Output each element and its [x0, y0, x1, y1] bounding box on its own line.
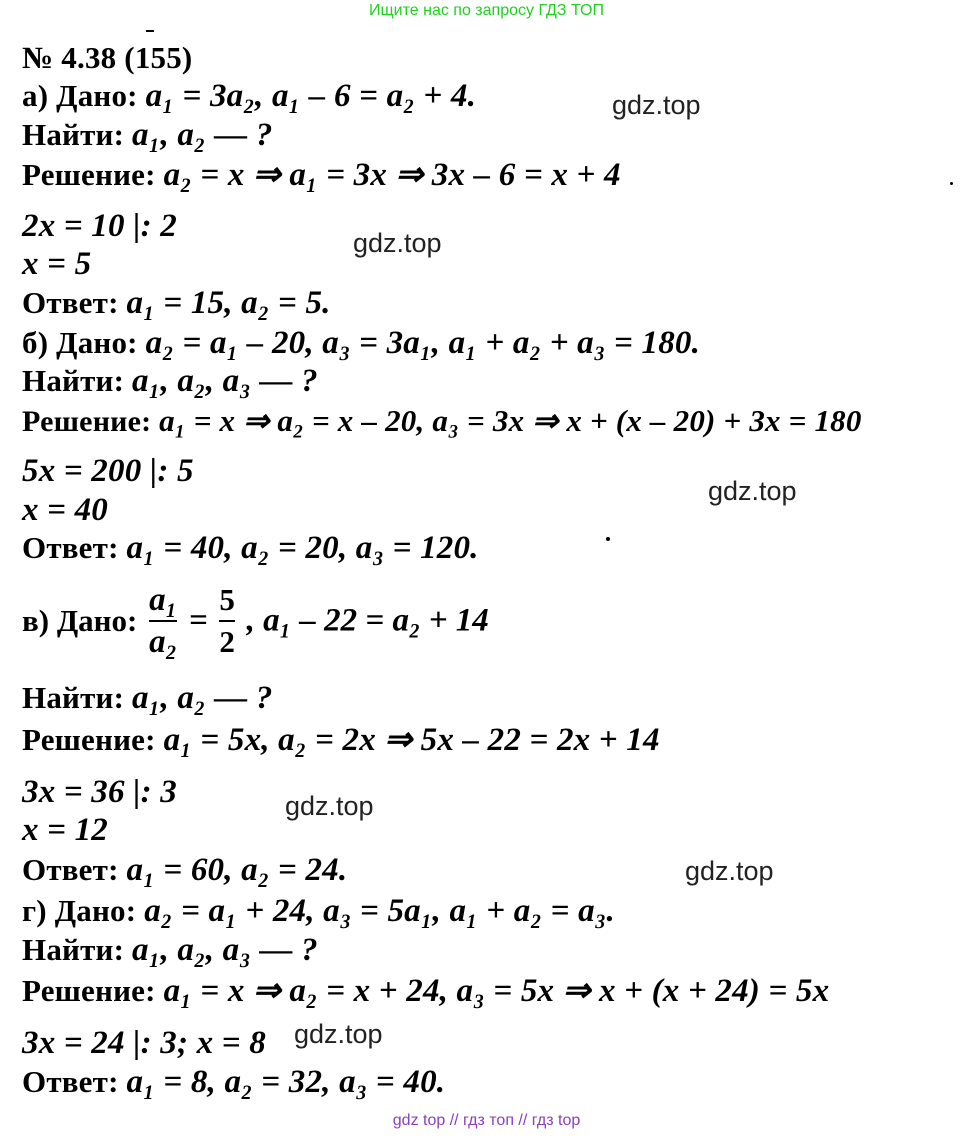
part-b-find-label: Найти:	[22, 363, 125, 398]
part-v-solution-label: Решение:	[22, 722, 156, 757]
part-b-given	[22, 325, 700, 361]
part-b-given-text: a₂ = a₁ – 20, a₃ = 3a₁, a₁ + a₂ + a₃ = 180.	[145, 325, 701, 361]
watermark: gdz.top	[294, 1019, 383, 1049]
part-v-find-label: Найти:	[22, 680, 125, 715]
part-b-answer-label: Ответ:	[22, 530, 119, 565]
fraction-numerator: a₁	[149, 582, 178, 618]
part-b-solution	[22, 403, 862, 440]
part-g-find-text: a₁, a₂, a₃ — ?	[132, 932, 318, 968]
part-b-find	[22, 363, 318, 399]
scan-speck	[146, 30, 154, 32]
part-g-given-text: a₂ = a₁ + 24, a₃ = 5a₁, a₁ + a₂ = a₃.	[144, 893, 615, 929]
part-v-given-tail: , a₁ – 22 = a₂ + 14	[246, 602, 489, 639]
fraction-bar	[219, 620, 235, 622]
scan-speck	[606, 537, 610, 541]
bottom-banner: gdz top // гдз топ // гдз top	[392, 1112, 581, 1129]
part-g-find-label: Найти:	[22, 932, 125, 967]
part-a-step2: x = 5	[22, 246, 92, 282]
part-v-answer-text: a₁ = 60, a₂ = 24.	[126, 852, 348, 888]
part-g-given-label: г) Дано:	[22, 893, 137, 928]
part-b-solution-text: a₁ = x ⇒ a₂ = x – 20, a₃ = 3x ⇒ x + (x – 20) + 3x = 180	[159, 403, 862, 438]
part-v-step2: x = 12	[22, 812, 109, 848]
part-b-find-text: a₁, a₂, a₃ — ?	[132, 363, 318, 399]
part-b-step1: 5x = 200 |: 5	[22, 453, 194, 489]
part-g-answer-label: Ответ:	[22, 1064, 119, 1099]
part-b-answer	[22, 530, 479, 566]
part-v-solution-text: a₁ = 5x, a₂ = 2x ⇒ 5x – 22 = 2x + 14	[163, 722, 660, 758]
part-a-solution-label: Решение:	[22, 157, 156, 192]
part-v-given-label: в) Дано:	[22, 603, 138, 638]
top-banner: Ищите нас по запросу ГДЗ ТОП	[369, 2, 604, 19]
part-b-given-label: б) Дано:	[22, 325, 138, 360]
part-g-find	[22, 932, 318, 968]
watermark: gdz.top	[708, 476, 797, 506]
part-g-step1: 3x = 24 |: 3; x = 8	[22, 1025, 266, 1061]
part-b-solution-label: Решение:	[22, 405, 152, 438]
part-v-solution	[22, 722, 660, 758]
part-v-given: в) Дано: $\frac{\text{a₁}}{\text{a₂}}$ = $\frac{5}{2}$ , a₁ – 22 = a₂ + 14	[22, 582, 489, 660]
fraction-denominator: a₂	[149, 624, 178, 660]
part-a-step1: 2x = 10 |: 2	[22, 208, 177, 244]
part-a-given-label: а) Дано:	[22, 78, 138, 113]
part-b-step2: x = 40	[22, 492, 109, 528]
part-v-answer	[22, 852, 347, 888]
part-a-given-text: a₁ = 3a₂, a₁ – 6 = a₂ + 4.	[145, 78, 477, 114]
watermark: gdz.top	[612, 90, 701, 120]
scan-speck	[950, 182, 953, 185]
part-a-solution-text: a₂ = x ⇒ a₁ = 3x ⇒ 3x – 6 = x + 4	[163, 157, 621, 193]
part-g-solution-text: a₁ = x ⇒ a₂ = x + 24, a₃ = 5x ⇒ x + (x + 24) = 5x	[163, 973, 830, 1009]
part-g-answer	[22, 1064, 445, 1100]
part-a-answer-text: a₁ = 15, a₂ = 5.	[126, 285, 331, 321]
part-a-find-text: a₁, a₂ — ?	[132, 117, 273, 153]
part-b-answer-text: a₁ = 40, a₂ = 20, a₃ = 120.	[126, 530, 479, 566]
part-a-solution	[22, 157, 621, 193]
part-g-given	[22, 893, 615, 929]
part-v-answer-label: Ответ:	[22, 852, 119, 887]
part-v-find	[22, 680, 273, 716]
part-a-find	[22, 117, 273, 153]
part-g-solution	[22, 973, 829, 1009]
fraction-denominator: 2	[219, 624, 235, 659]
part-a-given	[22, 78, 476, 114]
part-g-answer-text: a₁ = 8, a₂ = 32, a₃ = 40.	[126, 1064, 446, 1100]
fraction-numerator: 5	[219, 582, 235, 617]
watermark: gdz.top	[685, 856, 774, 886]
part-a-answer-label: Ответ:	[22, 285, 119, 320]
part-a-answer	[22, 285, 331, 321]
watermark: gdz.top	[353, 228, 442, 258]
part-a-find-label: Найти:	[22, 117, 125, 152]
fraction-a1-a2	[149, 582, 177, 660]
problem-number: № 4.38 (155)	[22, 40, 193, 75]
part-v-find-text: a₁, a₂ — ?	[132, 680, 273, 716]
fraction-5-2	[219, 582, 235, 660]
watermark: gdz.top	[285, 791, 374, 821]
fraction-bar	[149, 620, 177, 622]
part-g-solution-label: Решение:	[22, 973, 156, 1008]
part-v-step1: 3x = 36 |: 3	[22, 774, 177, 810]
